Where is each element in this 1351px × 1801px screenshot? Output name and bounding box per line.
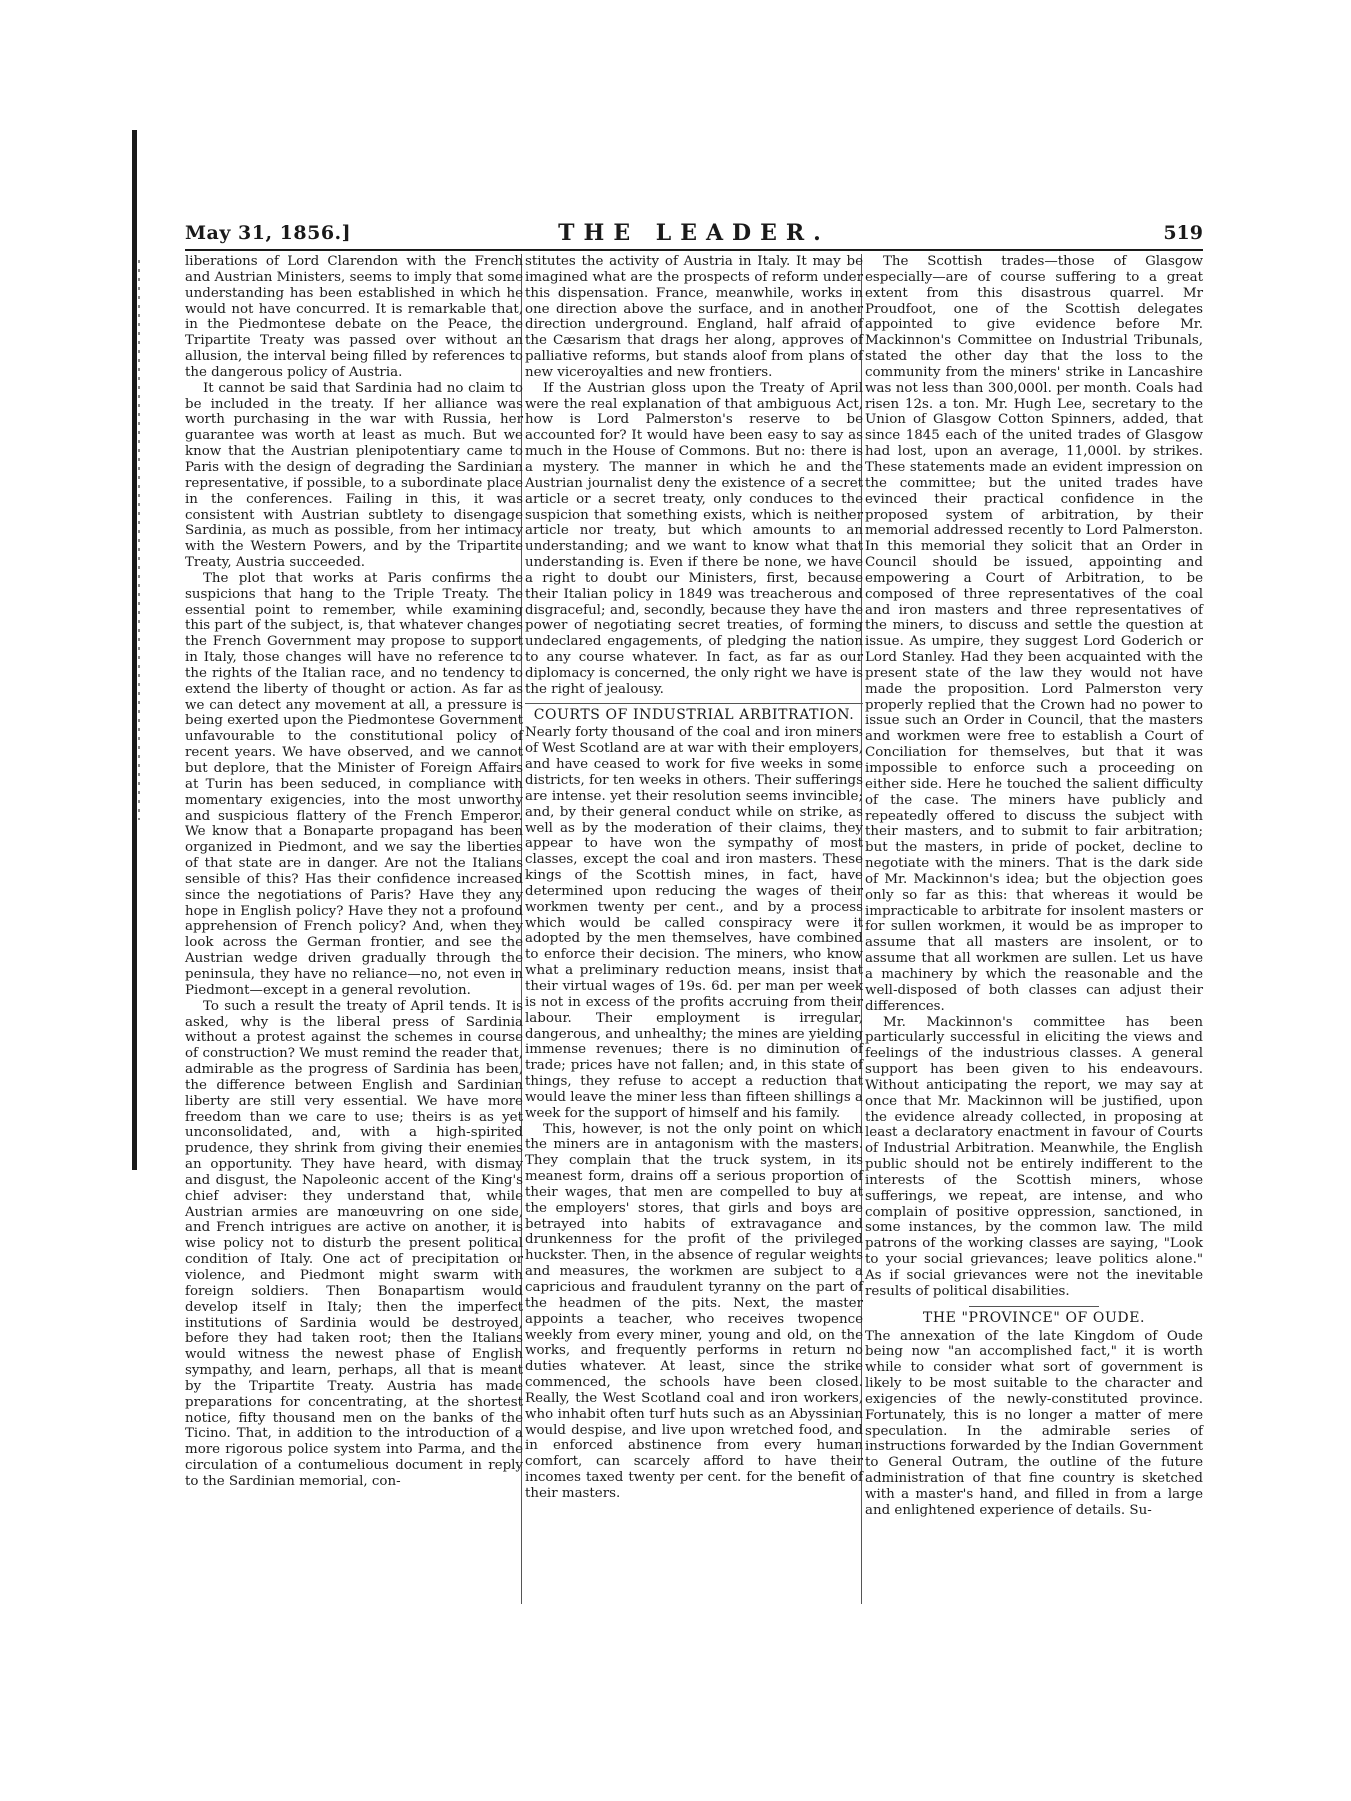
paragraph: The plot that works at Paris confirms the suspicions that hang to the Triple Treaty. The essential point to remember, while examining this part of the subject, is, that whatever changes the French Government may propose to support in Italy, those changes will have no reference to the rights of the Italian race, and no tendency to extend the liberty of thought or action. As far as we can detect any movement at all, a pressure is being exerted upon the Piedmontese Government unfavourable to the constitutional policy of recent years. We have observed, and we cannot but deplore, that the Minister of Foreign Affairs at Turin has been seduced, in compliance with momentary exigencies, into the most unworthy and suspicious flattery of the French Emperor. We know that a Bonaparte propagand has been organized in Piedmont, and we say the liberties of that state are in danger. Are not the Italians sensible of this? Has their confidence increased since the negotiations of Paris? Have they any hope in English policy? Have they not a profound apprehension of French policy? And, when they look across the German frontier, and see the Austrian wedge driven gradually through the peninsula, they have no reliance—no, not even in Piedmont—except in a general revolution. [185, 570, 523, 998]
paragraph: Nearly forty thousand of the coal and iron miners of West Scotland are at war with their employers, and have ceased to work for five weeks in some districts, for ten weeks in others. Their sufferings are intense. yet their resolution seems invincible; and, by their general conduct while on strike, as well as by the moderation of their claims, they appear to have won the sympathy of most classes, except the coal and iron masters. These kings of the Scottish mines, in fact, have determined upon reducing the wages of their workmen twenty per cent., and by a process which would be called conspiracy were it adopted by the men themselves, have combined to enforce their decision. The miners, who know what a preliminary reduction means, insist that their virtual wages of 19s. 6d. per man per week is not in excess of the profits accruing from their labour. Their employment is irregular, dangerous, and unhealthy; the mines are yielding immense revenues; there is no diminution of trade; prices have not fallen; and, in this state of things, they refuse to accept a reduction that would leave the miner less than fifteen shillings a week for the support of himself and his family. [525, 725, 863, 1121]
paragraph: This, however, is not the only point on which the miners are in antagonism with the masters. They complain that the truck system, in its meanest form, drains off a serious proportion of their wages, that men are compelled to buy at the employers' stores, that girls and boys are betrayed into habits of extravagance and drunkenness for the profit of the privileged huckster. Then, in the absence of regular weights and measures, the workmen are subject to a capricious and fraudulent tyranny on the part of the headmen of the pits. Next, the master appoints a teacher, who receives twopence weekly from every miner, young and old, on the works, and frequently performs in return no duties whatever. At least, since the strike commenced, the schools have been closed. Really, the West Scotland coal and iron workers, who inhabit often turf huts such as an Abyssinian would despise, and live upon wretched food, and in enforced abstinence from every human comfort, can scarcely afford to have their incomes taxed twenty per cent. for the benefit of their masters. [525, 1121, 863, 1501]
column-2 [525, 254, 863, 1502]
paragraph: The Scottish trades—those of Glasgow especially—are of course suffering to a great extent from this disastrous quarrel. Mr Proudfoot, one of the Scottish delegates appointed to give evidence before Mr. Mackinnon's Committee on Industrial Tribunals, stated the other day that the loss to the community from the miners' strike in Lancashire was not less than 300,000l. per month. Coals had risen 12s. a ton. Mr. Hugh Lee, secretary to the Union of Glasgow Cotton Spinners, added, that since 1845 each of the united trades of Glasgow had lost, upon an average, 11,000l. by strikes. These statements made an evident impression on the committee; but the united trades have evinced their practical confidence in the proposed system of arbitration, by their memorial addressed recently to Lord Palmerston. In this memorial they solicit that an Order in Council should be issued, appointing and empowering a Court of Arbitration, to be composed of three representatives of the coal and iron masters and three representatives of the miners, to discuss and settle the question at issue. As umpire, they suggest Lord Goderich or Lord Stanley. Had they been acquainted with the present state of the law they would not have made the proposition. Lord Palmerston very properly replied that the Crown had no power to issue such an Order in Council, that the masters and workmen were free to establish a Court of Conciliation for themselves, but that it was impossible to enforce such a proceeding on either side. Here he touched the salient difficulty of the case. The miners have publicly and repeatedly offered to discuss the subject with their masters, and to submit to fair arbitration; but the masters, in pride of pocket, decline to negotiate with the miners. That is the dark side of Mr. Mackinnon's idea; but the objection goes only so far as this: that whereas it would be impracticable to arbitrate for insolent masters or for sullen workmen, it would be as improper to assume that all masters are insolent, or to assume that all workmen are sullen. Let us have a machinery by which the reasonable and the well-disposed of both classes can adjust their differences. [865, 254, 1203, 1014]
paragraph: To such a result the treaty of April tends. It is asked, why is the liberal press of Sardinia without a protest against the schemes in course of construction? We must remind the reader that, admirable as the progress of Sardinia has been, the difference between English and Sardinian liberty are still very essential. We have more freedom than we care to use; theirs is as yet unconsolidated, and, with a high-spirited prudence, they shrink from giving their enemies an opportunity. They have heard, with dismay and disgust, the Napoleonic accent of the King's chief adviser: they understand that, while Austrian armies are manœuvring on one side, and French intrigues are active on another, it is wise policy not to disturb the present political condition of Italy. One act of precipitation or violence, and Piedmont might swarm with foreign soldiers. Then Bonapartism would develop itself in Italy; then the imperfect institutions of Sardinia would be destroyed, before they had taken root; then the Italians would witness the newest phase of English sympathy, and learn, perhaps, all that is meant by the Tripartite Treaty. Austria has made preparations for concentrating, at the shortest notice, fifty thousand men on the banks of the Ticino. That, in addition to the introduction of a more rigorous police system into Parma, and the circulation of a contumelious document in reply to the Sardinian memorial, con- [185, 998, 523, 1489]
column-3 [865, 254, 1203, 1519]
binding-stipple [138, 260, 140, 820]
article-heading: COURTS OF INDUSTRIAL ARBITRATION. [533, 706, 855, 723]
paragraph: liberations of Lord Clarendon with the French and Austrian Ministers, seems to imply that some understanding has been established in which he would not have concurred. It is remarkable that, in the Piedmontese debate on the Peace, the Tripartite Treaty was passed over without an allusion, the interval being filled by references to the dangerous policy of Austria. [185, 254, 523, 380]
page-number: 519 [1163, 222, 1203, 244]
binding-edge [132, 130, 137, 1170]
article-heading: THE "PROVINCE" OF OUDE. [922, 1309, 1146, 1326]
paragraph: Mr. Mackinnon's committee has been particularly successful in eliciting the views and feelings of the industrious classes. A general support has been given to his endeavours. Without anticipating the report, we may say at once that Mr. Mackinnon will be justified, upon the evidence already collected, in proposing at least a declaratory enactment in favour of Courts of Industrial Arbitration. Meanwhile, the English public should not be entirely indifferent to the interests of the Scottish miners, whose sufferings, we repeat, are intense, and who complain of positive oppression, sanctioned, in some instances, by the common law. The mild patrons of the working classes are saying, "Look to your social grievances; leave politics alone." As if social grievances were not the inevitable results of political disabilities. [865, 1014, 1203, 1299]
column-1 [185, 254, 523, 1490]
issue-date: May 31, 1856.] [185, 222, 352, 244]
masthead [185, 222, 1203, 252]
paragraph: The annexation of the late Kingdom of Oude being now "an accomplished fact," it is worth while to consider what sort of government is likely to be most suitable to the character and exigencies of the newly-constituted province. Fortunately, this is no longer a matter of mere speculation. In the admirable series of instructions forwarded by the Indian Government to General Outram, the outline of the future administration of that fine country is sketched with a master's hand, and filled in from a large and enlightened experience of details. Su- [865, 1328, 1203, 1518]
paragraph: If the Austrian gloss upon the Treaty of April were the real explanation of that ambiguous Act, how is Lord Palmerston's reserve to be accounted for? It would have been easy to say as much in the House of Commons. But no: there is a mystery. The manner in which he and the Austrian journalist deny the existence of a secret article or a secret treaty, only conduces to the suspicion that something exists, which is neither article nor treaty, but which amounts to an understanding; and we want to know what that understanding is. Even if there be none, we have a right to doubt our Ministers, first, because their Italian policy in 1849 was treacherous and disgraceful; and, secondly, because they have the power of negotiating secret treaties, of forming undeclared engagements, of pledging the nation to any course whatever. In fact, as far as our diplomacy is concerned, the only right we have is the right of jealousy. [525, 380, 863, 697]
paragraph: stitutes the activity of Austria in Italy. It may be imagined what are the prospects of reform under this dispensation. France, meanwhile, works in one direction above the surface, and in another direction underground. England, half afraid of the Cæsarism that drags her along, approves of palliative reforms, but stands aloof from plans of new viceroyalties and new frontiers. [525, 254, 863, 380]
masthead-rule [185, 249, 1203, 251]
article-separator [525, 703, 863, 704]
paragraph: It cannot be said that Sardinia had no claim to be included in the treaty. If her alliance was worth purchasing in the war with Russia, her guarantee was worth at least as much. But we know that the Austrian plenipotentiary came to Paris with the design of degrading the Sardinian representative, if possible, to a subordinate place in the conferences. Failing in this, it was consistent with Austrian subtlety to disengage Sardinia, as much as possible, from her intimacy with the Western Powers, and by the Tripartite Treaty, Austria succeeded. [185, 380, 523, 571]
newspaper-title: THE LEADER. [558, 220, 830, 246]
article-separator [969, 1306, 1099, 1307]
